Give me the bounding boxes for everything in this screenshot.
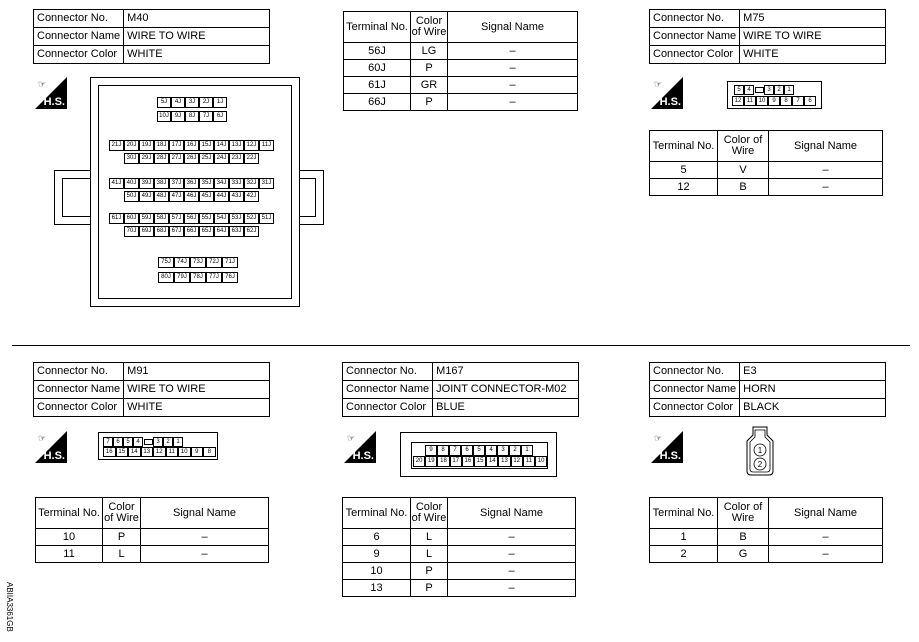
m167-connector-no: M167 xyxy=(433,363,579,381)
connector-pin: 27J xyxy=(169,153,184,164)
table-row: 2 G – xyxy=(650,546,883,563)
connector-pin: 46J xyxy=(184,191,199,202)
connector-pin: 79J xyxy=(174,272,190,283)
connector-pin: 52J xyxy=(244,213,259,224)
m75-info-table: Connector No. M75 Connector Name WIRE TO WIRE Connector Color WHITE xyxy=(649,9,886,64)
lock-tab xyxy=(754,85,764,95)
e3-connector-diagram xyxy=(745,425,775,477)
connector-pin: 44J xyxy=(214,191,229,202)
connector-pin: 9 xyxy=(768,96,780,106)
connector-pin: 3 xyxy=(764,85,774,95)
m91-connector-diagram xyxy=(98,432,218,460)
connector-pin: 17 xyxy=(450,456,462,467)
connector-pin: 57J xyxy=(169,213,184,224)
m75-connector-diagram xyxy=(727,81,822,109)
connector-pin: 16J xyxy=(184,140,199,151)
table-row: 60J P – xyxy=(344,60,578,77)
table-row: 1 B – xyxy=(650,529,883,546)
connector-pin: 62J xyxy=(244,226,259,237)
m167-connector-color: BLUE xyxy=(433,399,579,417)
connector-pin: 76J xyxy=(222,272,238,283)
connector-pin: 38J xyxy=(154,178,169,189)
table-row: 13 P – xyxy=(343,580,576,597)
connector-pin: 17J xyxy=(169,140,184,151)
m91-connector-no: M91 xyxy=(124,363,270,381)
connector-pin: 6 xyxy=(113,437,123,447)
connector-pin: 22J xyxy=(244,153,259,164)
connector-pin: 35J xyxy=(199,178,214,189)
lock-tab xyxy=(143,437,153,447)
connector-pin: 8 xyxy=(780,96,792,106)
connector-pin: 9J xyxy=(171,111,185,122)
connector-pin: 40J xyxy=(124,178,139,189)
connector-pin: 24J xyxy=(214,153,229,164)
m40-connector-color: WHITE xyxy=(124,46,270,64)
connector-pin: 49J xyxy=(139,191,154,202)
table-row: 11 L – xyxy=(36,546,269,563)
connector-pin: 8 xyxy=(203,447,216,457)
connector-pin: 19J xyxy=(139,140,154,151)
connector-pin: 11J xyxy=(259,140,274,151)
connector-pin: 8J xyxy=(185,111,199,122)
connector-pin: 11 xyxy=(166,447,179,457)
label-connector-no: Connector No. xyxy=(34,10,124,28)
connector-pin: 65J xyxy=(199,226,214,237)
e3-info-table: Connector No. E3 Connector Name HORN Connector Color BLACK xyxy=(649,362,886,417)
connector-pin: 3J xyxy=(185,97,199,108)
connector-pin: 70J xyxy=(124,226,139,237)
table-row: 10 P – xyxy=(343,563,576,580)
connector-pin: 59J xyxy=(139,213,154,224)
m91-connector-name: WIRE TO WIRE xyxy=(124,381,270,399)
connector-pin: 72J xyxy=(206,257,222,268)
connector-pin: 9 xyxy=(425,445,437,456)
connector-pin: 12J xyxy=(244,140,259,151)
m40-terminal-table: Terminal No. Color of Wire Signal Name 56J LG – 60J P – 61J GR – 66J P – xyxy=(343,11,578,111)
hs-icon: ☞ H.S. xyxy=(35,431,67,463)
m75-connector-no: M75 xyxy=(740,10,886,28)
table-row: 10 P – xyxy=(36,529,269,546)
m91-info-table: Connector No. M91 Connector Name WIRE TO WIRE Connector Color WHITE xyxy=(33,362,270,417)
connector-pin: 73J xyxy=(190,257,206,268)
connector-pin: 51J xyxy=(259,213,274,224)
table-row: 56J LG – xyxy=(344,43,578,60)
connector-pin: 11 xyxy=(523,456,535,467)
connector-pin: 4 xyxy=(744,85,754,95)
table-row: 5 V – xyxy=(650,162,883,179)
connector-pin: 78J xyxy=(190,272,206,283)
connector-pin: 74J xyxy=(174,257,190,268)
section-divider xyxy=(12,345,910,346)
label-connector-color: Connector Color xyxy=(34,46,124,64)
connector-pin: 48J xyxy=(154,191,169,202)
connector-pin: 19 xyxy=(425,456,437,467)
connector-pin: 7 xyxy=(103,437,113,447)
hs-icon: ☞ H.S. xyxy=(651,77,683,109)
connector-pin: 7J xyxy=(199,111,213,122)
connector-pin: 16 xyxy=(462,456,474,467)
connector-pin: 55J xyxy=(199,213,214,224)
connector-pin: 53J xyxy=(229,213,244,224)
connector-pin: 36J xyxy=(184,178,199,189)
connector-pin: 75J xyxy=(158,257,174,268)
m40-connector-no: M40 xyxy=(124,10,270,28)
connector-pin: 8 xyxy=(437,445,449,456)
connector-pin: 69J xyxy=(139,226,154,237)
connector-pin: 80J xyxy=(158,272,174,283)
connector-pin: 18J xyxy=(154,140,169,151)
connector-pin: 7 xyxy=(449,445,461,456)
connector-pin: 10 xyxy=(535,456,547,467)
connector-pin: 20 xyxy=(413,456,425,467)
connector-pin: 23J xyxy=(229,153,244,164)
table-row: 9 L – xyxy=(343,546,576,563)
svg-text:1: 1 xyxy=(757,446,763,455)
connector-pin: 34J xyxy=(214,178,229,189)
connector-pin: 64J xyxy=(214,226,229,237)
m75-connector-color: WHITE xyxy=(740,46,886,64)
connector-pin: 37J xyxy=(169,178,184,189)
connector-pin: 43J xyxy=(229,191,244,202)
connector-pin: 12 xyxy=(511,456,523,467)
label-connector-name: Connector Name xyxy=(34,28,124,46)
connector-pin: 21J xyxy=(109,140,124,151)
table-row: 61J GR – xyxy=(344,77,578,94)
connector-pin: 54J xyxy=(214,213,229,224)
connector-pin: 39J xyxy=(139,178,154,189)
table-row: 66J P – xyxy=(344,94,578,111)
connector-pin: 10J xyxy=(157,111,171,122)
connector-pin: 1J xyxy=(213,97,227,108)
connector-pin: 31J xyxy=(259,178,274,189)
connector-pin: 1 xyxy=(784,85,794,95)
e3-connector-name: HORN xyxy=(740,381,886,399)
connector-pin: 3 xyxy=(153,437,163,447)
connector-pin: 30J xyxy=(124,153,139,164)
connector-pin: 66J xyxy=(184,226,199,237)
m75-terminal-table: Terminal No. Color of Wire Signal Name 5 V – 12 B – xyxy=(649,130,883,196)
e3-connector-color: BLACK xyxy=(740,399,886,417)
connector-pin: 68J xyxy=(154,226,169,237)
connector-pin: 4J xyxy=(171,97,185,108)
connector-pin: 25J xyxy=(199,153,214,164)
connector-pin: 10 xyxy=(178,447,191,457)
connector-pin: 7 xyxy=(792,96,804,106)
connector-pin: 20J xyxy=(124,140,139,151)
m167-connector-diagram xyxy=(400,432,557,477)
connector-pin: 77J xyxy=(206,272,222,283)
connector-pin: 9 xyxy=(191,447,204,457)
connector-pin: 29J xyxy=(139,153,154,164)
hs-icon: ☞ H.S. xyxy=(651,431,683,463)
connector-pin: 11 xyxy=(744,96,756,106)
hand-icon: ☞ xyxy=(38,79,47,89)
connector-pin: 60J xyxy=(124,213,139,224)
connector-pin: 33J xyxy=(229,178,244,189)
hs-icon: ☞ H.S. xyxy=(35,77,67,109)
table-row: 12 B – xyxy=(650,179,883,196)
svg-text:2: 2 xyxy=(757,460,763,469)
connector-pin: 14 xyxy=(128,447,141,457)
connector-pin: 50J xyxy=(124,191,139,202)
m91-terminal-table: Terminal No. Color of Wire Signal Name 10 P – 11 L – xyxy=(35,497,269,563)
e3-connector-no: E3 xyxy=(740,363,886,381)
connector-pin: 28J xyxy=(154,153,169,164)
connector-pin: 15 xyxy=(116,447,129,457)
connector-pin: 5J xyxy=(157,97,171,108)
connector-pin: 6 xyxy=(804,96,816,106)
m40-connector-name: WIRE TO WIRE xyxy=(124,28,270,46)
m40-info-table xyxy=(33,9,270,64)
connector-pin: 13 xyxy=(141,447,154,457)
connector-pin: 6J xyxy=(213,111,227,122)
connector-pin: 14 xyxy=(486,456,498,467)
connector-pin: 2 xyxy=(163,437,173,447)
connector-pin: 12 xyxy=(153,447,166,457)
connector-pin: 5 xyxy=(473,445,485,456)
connector-pin: 71J xyxy=(222,257,238,268)
hs-icon: ☞ H.S. xyxy=(344,431,376,463)
m167-terminal-table: Terminal No. Color of Wire Signal Name 6 L – 9 L – 10 P – 13 P – xyxy=(342,497,576,597)
connector-pin: 5 xyxy=(123,437,133,447)
connector-pin: 32J xyxy=(244,178,259,189)
connector-pin: 4 xyxy=(133,437,143,447)
connector-pin: 3 xyxy=(497,445,509,456)
connector-pin: 56J xyxy=(184,213,199,224)
connector-pin: 15 xyxy=(474,456,486,467)
figure-code: ABIIA3361GB xyxy=(5,582,14,632)
connector-pin: 6 xyxy=(461,445,473,456)
connector-pin: 67J xyxy=(169,226,184,237)
connector-pin: 4 xyxy=(485,445,497,456)
connector-pin: 42J xyxy=(244,191,259,202)
connector-pin: 61J xyxy=(109,213,124,224)
connector-pin: 63J xyxy=(229,226,244,237)
connector-pin: 13J xyxy=(229,140,244,151)
connector-pin: 26J xyxy=(184,153,199,164)
table-row: 6 L – xyxy=(343,529,576,546)
m75-connector-name: WIRE TO WIRE xyxy=(740,28,886,46)
e3-terminal-table: Terminal No. Color of Wire Signal Name 1 B – 2 G – xyxy=(649,497,883,563)
connector-pin: 16 xyxy=(103,447,116,457)
m167-connector-name: JOINT CONNECTOR-M02 xyxy=(433,381,579,399)
connector-pin: 1 xyxy=(173,437,183,447)
connector-pin: 5 xyxy=(734,85,744,95)
connector-pin: 2J xyxy=(199,97,213,108)
connector-pin: 47J xyxy=(169,191,184,202)
connector-pin: 10 xyxy=(756,96,768,106)
connector-pin: 12 xyxy=(732,96,744,106)
connector-pin: 45J xyxy=(199,191,214,202)
m91-connector-color: WHITE xyxy=(124,399,270,417)
connector-pin: 15J xyxy=(199,140,214,151)
connector-pin: 18 xyxy=(437,456,449,467)
connector-pin: 14J xyxy=(214,140,229,151)
connector-pin: 2 xyxy=(509,445,521,456)
connector-pin: 58J xyxy=(154,213,169,224)
connector-pin: 41J xyxy=(109,178,124,189)
connector-pin: 13 xyxy=(498,456,510,467)
connector-pin: 1 xyxy=(521,445,533,456)
m167-info-table: Connector No. M167 Connector Name JOINT CONNECTOR-M02 Connector Color BLUE xyxy=(342,362,579,417)
connector-pin: 2 xyxy=(774,85,784,95)
